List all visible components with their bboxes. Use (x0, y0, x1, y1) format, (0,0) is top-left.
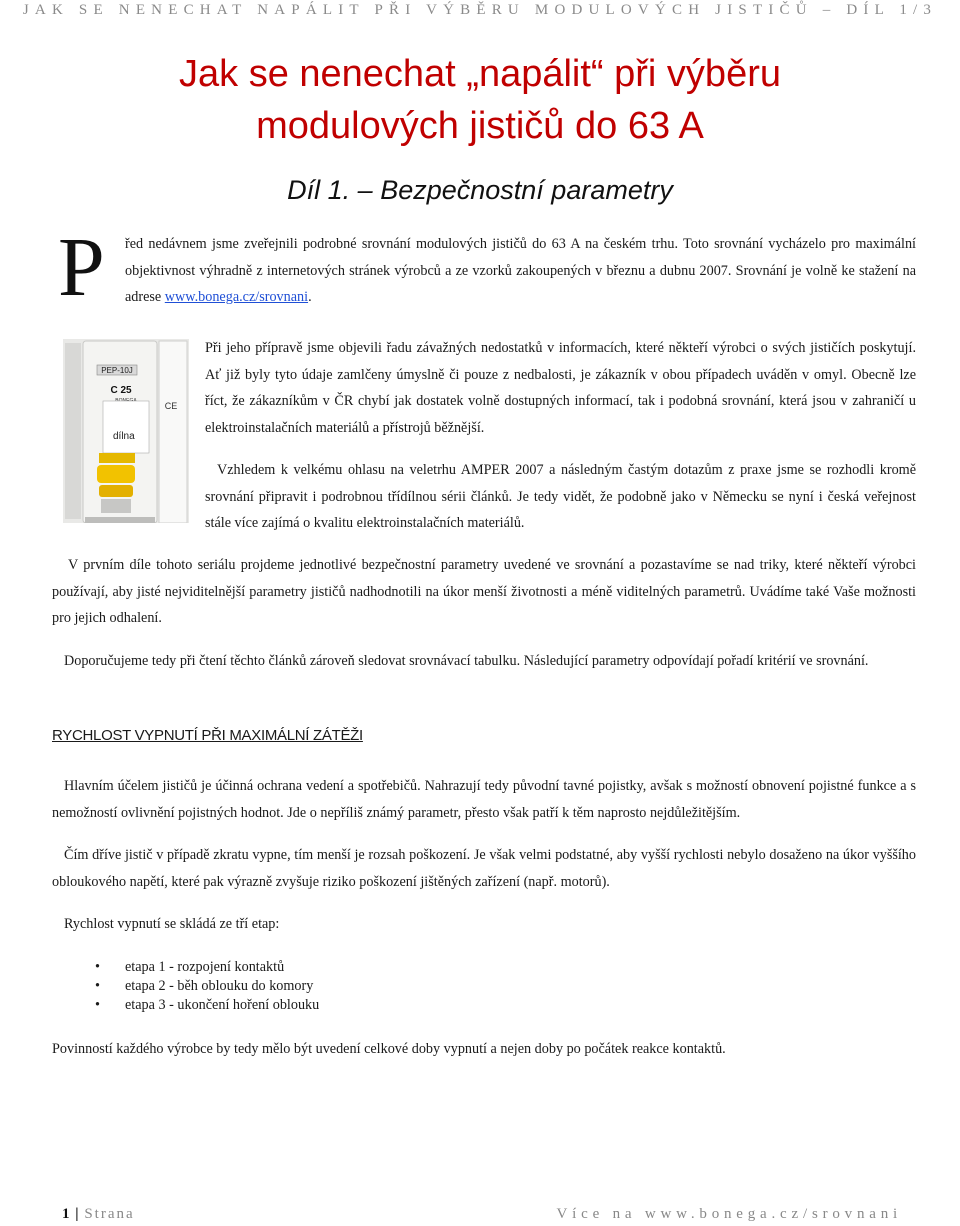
list-item (75, 996, 319, 1015)
section-heading: RYCHLOST VYPNUTÍ PŘI MAXIMÁLNÍ ZÁTĚŽI (52, 727, 363, 744)
photo-model-label: PEP-10J (101, 366, 133, 375)
photo-dilna-label: dílna (113, 431, 135, 442)
list-item-text: etapa 1 - rozpojení kontaktů (125, 959, 285, 975)
paragraph-1: Při jeho přípravě jsme objevili řadu závažných nedostatků v informacích, které někteří výrobci o svých jističích poskytují. Ať již byly tyto údaje zamlčeny úmyslně či pouze z nedbalosti, je zákazník v obou případech uváděn v omyl. Obecně lze říct, že zákazníkům v ČR chybí jak dostatek volně dostupných informací, tak i podobná srovnání, která jsou v zahraničí u elektroinstalačních materiálů a přístrojů běžnější. (205, 340, 916, 436)
list-item (75, 958, 319, 977)
srovnani-link[interactable]: www.bonega.cz/srovnani (164, 289, 309, 305)
list-item-text: etapa 3 - ukončení hoření oblouku (125, 997, 320, 1013)
document-title (0, 48, 960, 152)
intro-text: řed nedávnem jsme zveřejnili podrobné srovnání modulových jističů do 63 A na českém trhu. Toto srovnání vycházelo pro maximální objektivnost výhradně z internetových stránek výrobců a ze vzorků zakoupených v březnu a dubnu 2007. Srovnání je volně ke stažení na adrese (125, 236, 916, 305)
page-number: 1 (62, 1206, 70, 1222)
title-line-1: Jak se nenechat „napálit“ při výběru (179, 53, 781, 95)
paragraph-4: Doporučujeme tedy při čtení těchto článků zároveň sledovat srovnávací tabulku. Následující parametry odpovídají pořadí kritérií ve srovnání. (64, 653, 869, 669)
stages-list (75, 958, 319, 1015)
list-item-text: etapa 2 - běh oblouku do komory (125, 978, 314, 994)
title-line-2: modulových jističů do 63 A (256, 105, 704, 147)
footer-separator: | (75, 1206, 79, 1222)
intro-paragraph (125, 231, 916, 311)
intro-period: . (308, 289, 312, 305)
photo-rating-label: C 25 (110, 385, 132, 396)
drop-cap: P (58, 221, 105, 314)
paragraph-6: Čím dříve jistič v případě zkratu vypne, tím menší je rozsah poškození. Je však velmi podstatné, aby vyšší rychlosti nebylo dosaženo na úkor vyššího obloukového napětí, které pak výrazně zvyšuje riziko poškození jištěných zařízení (např. motorů). (52, 847, 916, 890)
bullet-icon: • (95, 959, 100, 975)
paragraph-5: Hlavním účelem jističů je účinná ochrana vedení a spotřebičů. Nahrazují tedy původní tavné pojistky, avšak s možností obnovení pojistné funkce a s nemožností ovlivnění pojistných hodnot. Jde o nepříliš známý parametr, přesto však patří k těm naprosto nejdůležitějším. (52, 778, 916, 821)
list-item (75, 977, 319, 996)
bullet-icon: • (95, 997, 100, 1013)
running-header: JAK SE NENECHAT NAPÁLIT PŘI VÝBĚRU MODULOVÝCH JISTIČŮ – DÍL 1/3 (22, 2, 938, 18)
bullet-icon: • (95, 978, 100, 994)
paragraph-8: Povinností každého výrobce by tedy mělo být uvedení celkové doby vypnutí a nejen doby po počátek reakce kontaktů. (52, 1041, 726, 1057)
paragraph-7: Rychlost vypnutí se skládá ze tří etap: (64, 916, 280, 932)
footer-site: Více na www.bonega.cz/srovnani (556, 1206, 902, 1222)
paragraph-3: V prvním díle tohoto seriálu projdeme jednotlivé bezpečnostní parametry uvedené ve srovnání a pozastavíme se nad triky, které někteří výrobci používají, aby jisté nejviditelnější parametry jističů nadhodnotili na úkor menší životnosti a méně viditelných parametrů. Uvádíme také Vaše možnosti pro jejich odhalení. (52, 557, 916, 626)
circuit-breaker-photo (63, 339, 189, 523)
photo-ce-mark: CE (164, 401, 178, 411)
footer-page-info (62, 1206, 135, 1223)
page-word: Strana (84, 1206, 135, 1222)
paragraph-2: Vzhledem k velkému ohlasu na veletrhu AMPER 2007 a následným častým dotazům z praxe jsme se rozhodli kromě srovnání připravit i podrobnou třídílnou sérii článků. Je tedy vidět, že podobně jako v Německu se nyní i česká veřejnost stále více zajímá o kvalitu elektroinstalačních materiálů. (205, 462, 916, 531)
document-subtitle: Díl 1. – Bezpečnostní parametry (287, 175, 673, 205)
